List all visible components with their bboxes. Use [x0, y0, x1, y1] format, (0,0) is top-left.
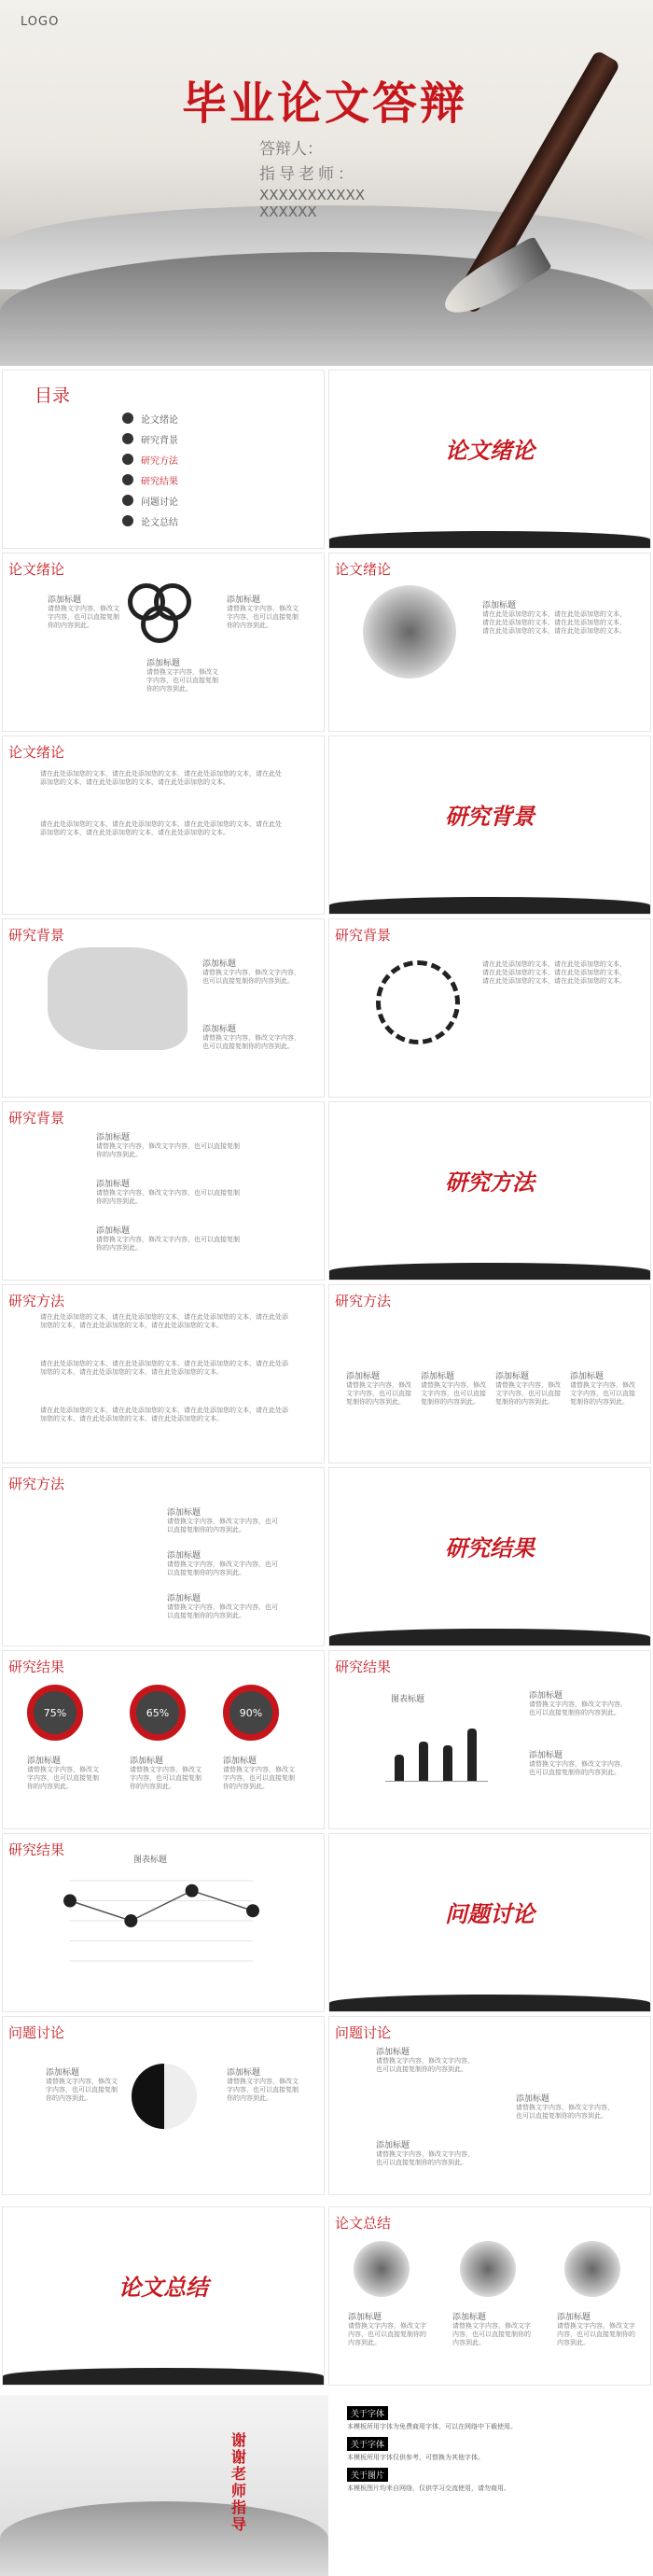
percent-ring: 90%: [223, 1685, 279, 1741]
heading-text: 添加标题: [96, 1226, 131, 1236]
note-text: 本模板所用字体仅供参考，可替换为其他字体。: [347, 2454, 484, 2461]
heading-text: 添加标题: [227, 595, 261, 605]
section-title: 问题讨论: [445, 1900, 535, 1927]
defender-label: 答辩人：: [259, 140, 323, 159]
chart-title: 图表标题: [133, 1855, 168, 1865]
body-text: 请替换文字内容，修改文字内容，也可以直接复制你的内容到此。: [27, 1766, 99, 1790]
ink-ground: [329, 897, 650, 914]
ink-ground: [329, 1263, 650, 1280]
heading-text: 添加标题: [348, 2313, 382, 2322]
body-text: 请替换文字内容，修改文字内容，也可以直接复制你的内容到此。: [167, 1561, 278, 1576]
result-slide-1: [2, 1650, 325, 1829]
toc-item[interactable]: 研究方法: [122, 449, 178, 469]
discussion-slide-2: [328, 2016, 651, 2195]
section-title: 研究方法: [445, 1169, 535, 1196]
method-slide-1: [2, 1284, 325, 1463]
background-slide-3: [2, 1101, 325, 1281]
mentor-label: 指导老师：: [259, 165, 357, 184]
notes-slide: [328, 2395, 653, 2576]
slide-label: 问题讨论: [335, 2024, 392, 2041]
heading-text: 添加标题: [452, 2313, 487, 2322]
body-text: 请在此处添加您的文本，请在此处添加您的文本，请在此处添加您的文本，请在此处添加您的文本，请在此处添加您的文本，请在此处添加您的文本。: [40, 820, 282, 836]
body-text: 请在此处添加您的文本，请在此处添加您的文本，请在此处添加您的文本，请在此处添加您的文本，请在此处添加您的文本，请在此处添加您的文本。: [482, 960, 626, 985]
intro-slide-3: [2, 735, 325, 915]
percent-ring: 65%: [130, 1685, 186, 1741]
body-text: 请替换文字内容，修改文字内容，也可以直接复制你的内容到此。: [529, 1760, 627, 1776]
heading-text: 添加标题: [202, 959, 237, 969]
chart-bar: [467, 1729, 477, 1781]
note-tag: 关于字体: [347, 2406, 388, 2420]
body-text: 请替换文字内容，修改文字内容，也可以直接复制你的内容到此。: [570, 1381, 635, 1406]
chart-bar: [395, 1755, 404, 1781]
dot-icon: [122, 474, 133, 485]
heading-text: 添加标题: [227, 2068, 261, 2078]
heading-text: 添加标题: [130, 1757, 164, 1766]
heading-text: 添加标题: [223, 1757, 257, 1766]
note-text: 本模板图片均来自网络，仅供学习交流使用，请勿商用。: [347, 2485, 510, 2492]
body-text: 请替换文字内容，修改文字内容，也可以直接复制你的内容到此。: [167, 1518, 278, 1533]
ink-ground: [3, 2368, 324, 2385]
slide-label: 研究背景: [335, 927, 392, 944]
heading-text: 添加标题: [557, 2313, 591, 2322]
heading-text: 添加标题: [421, 1372, 455, 1381]
slide-label: 论文绪论: [8, 561, 65, 578]
result-slide-3: [2, 1833, 325, 2012]
body-text: 请替换文字内容，修改文字内容，也可以直接复制你的内容到此。: [452, 2322, 531, 2346]
section-slide-discussion: [328, 1833, 651, 2012]
yin-yang-icon: [132, 2064, 197, 2129]
data-point: [124, 1914, 137, 1927]
dot-icon: [122, 495, 133, 506]
mountain-shape: [0, 252, 653, 366]
slide-label: 论文绪论: [8, 744, 65, 761]
data-point: [186, 1884, 199, 1897]
body-text: 请替换文字内容，修改文字内容，也可以直接复制你的内容到此。: [529, 1701, 627, 1716]
toc-list: [122, 408, 178, 531]
slide-label: 论文绪论: [335, 561, 392, 578]
heading-text: 添加标题: [516, 2094, 550, 2104]
percent-ring: 75%: [27, 1685, 83, 1741]
ink-ground: [329, 1995, 650, 2011]
discussion-slide-1: [2, 2016, 325, 2195]
heading-text: 添加标题: [376, 2048, 410, 2057]
intro-slide-2: [328, 553, 651, 732]
toc-item[interactable]: 问题讨论: [122, 490, 178, 511]
heading-text: 添加标题: [482, 601, 517, 610]
intro-slide-1: [2, 553, 325, 732]
heading-text: 添加标题: [495, 1372, 530, 1381]
dot-icon: [122, 433, 133, 444]
body-text: 请替换文字内容，修改文字内容，也可以直接复制你的内容到此。: [495, 1381, 561, 1406]
section-title: 研究结果: [445, 1534, 535, 1561]
body-text: 请在此处添加您的文本，请在此处添加您的文本，请在此处添加您的文本，请在此处添加您的文本，请在此处添加您的文本，请在此处添加您的文本。: [40, 1360, 288, 1376]
heading-text: 添加标题: [46, 2068, 80, 2078]
series-line: [70, 1891, 253, 1921]
circle-ring-icon: [376, 960, 460, 1044]
body-text: 请替换文字内容，修改文字内容，也可以直接复制你的内容到此。: [202, 1034, 300, 1050]
body-text: 请替换文字内容，修改文字内容，也可以直接复制你的内容到此。: [202, 969, 300, 985]
landscape-circle-image: [564, 2241, 620, 2297]
background-slide-1: [2, 918, 325, 1098]
body-text: 请替换文字内容，修改文字内容，也可以直接复制你的内容到此。: [146, 668, 218, 693]
cover-title: 毕业论文答辩: [182, 77, 468, 130]
section-slide-result: [328, 1467, 651, 1646]
heading-text: 添加标题: [96, 1180, 131, 1189]
heading-text: 添加标题: [96, 1133, 131, 1142]
body-text: 请替换文字内容，修改文字内容，也可以直接复制你的内容到此。: [130, 1766, 201, 1790]
toc-item[interactable]: 研究背景: [122, 428, 178, 449]
heading-text: 添加标题: [529, 1751, 563, 1760]
dot-icon: [122, 515, 133, 526]
section-slide-summary: [2, 2206, 325, 2386]
body-text: 请替换文字内容，修改文字内容，也可以直接复制你的内容到此。: [516, 2104, 614, 2120]
chart-bar: [443, 1745, 452, 1782]
slide-label: 研究结果: [8, 1659, 65, 1675]
body-text: 请替换文字内容，修改文字内容，也可以直接复制你的内容到此。: [227, 2078, 299, 2102]
body-text: 请替换文字内容，修改文字内容，也可以直接复制你的内容到此。: [96, 1236, 240, 1252]
body-text: 请替换文字内容，修改文字内容，也可以直接复制你的内容到此。: [421, 1381, 486, 1406]
note-tag: 关于图片: [347, 2468, 388, 2482]
thanks-text: 谢谢老师指导: [231, 2431, 247, 2533]
heading-text: 添加标题: [529, 1691, 563, 1701]
body-text: 请替换文字内容，修改文字内容，也可以直接复制你的内容到此。: [46, 2078, 118, 2102]
toc-item[interactable]: 论文总结: [122, 511, 178, 531]
note-tag: 关于字体: [347, 2437, 388, 2451]
summary-slide: [328, 2206, 651, 2386]
slide-label: 研究结果: [335, 1659, 392, 1675]
body-text: 请替换文字内容，修改文字内容，也可以直接复制你的内容到此。: [557, 2322, 635, 2346]
mountain-shape: [0, 2501, 328, 2576]
landscape-circle-image: [354, 2241, 410, 2297]
note-text: 本模板所用字体为免费商用字体，可以在网络中下载使用。: [347, 2423, 517, 2430]
circle-ring-icon: [141, 606, 178, 643]
section-title: 论文绪论: [445, 437, 535, 464]
section-title: 论文总结: [118, 2274, 208, 2301]
body-text: 请在此处添加您的文本，请在此处添加您的文本，请在此处添加您的文本，请在此处添加您的文本，请在此处添加您的文本，请在此处添加您的文本。: [40, 1313, 288, 1329]
ink-ground: [329, 531, 650, 548]
body-text: 请替换文字内容，修改文字内容，也可以直接复制你的内容到此。: [348, 2322, 426, 2346]
background-slide-2: [328, 918, 651, 1098]
toc-item[interactable]: 研究结果: [122, 469, 178, 490]
slide-label: 研究方法: [8, 1476, 65, 1492]
slide-label: 论文总结: [335, 2215, 392, 2232]
section-slide-intro: [328, 370, 651, 549]
chart-bar: [419, 1742, 428, 1781]
section-title: 研究背景: [445, 803, 535, 830]
section-slide-background: [328, 735, 651, 915]
heading-text: 添加标题: [167, 1551, 201, 1561]
heading-text: 添加标题: [167, 1594, 201, 1603]
body-text: 请在此处添加您的文本，请在此处添加您的文本，请在此处添加您的文本，请在此处添加您的文本，请在此处添加您的文本，请在此处添加您的文本。: [40, 770, 282, 786]
toc-slide: [2, 370, 325, 549]
slide-label: 研究方法: [8, 1293, 65, 1309]
body-text: 请在此处添加您的文本，请在此处添加您的文本，请在此处添加您的文本，请在此处添加您的文本，请在此处添加您的文本，请在此处添加您的文本。: [40, 1407, 288, 1422]
ending-slide: [0, 2395, 328, 2576]
china-map-image: [48, 947, 188, 1050]
heading-text: 添加标题: [346, 1372, 381, 1381]
toc-title: 目录: [35, 385, 71, 406]
dot-icon: [122, 413, 133, 424]
bar-chart: [385, 1716, 488, 1782]
section-slide-method: [328, 1101, 651, 1281]
logo-text: LOGO: [21, 15, 60, 29]
data-point: [63, 1895, 76, 1908]
slide-label: 问题讨论: [8, 2024, 65, 2041]
body-text: 请替换文字内容，修改文字内容，也可以直接复制你的内容到此。: [376, 2150, 474, 2166]
body-text: 请替换文字内容，修改文字内容，也可以直接复制你的内容到此。: [96, 1142, 240, 1158]
heading-text: 添加标题: [376, 2141, 410, 2150]
heading-text: 添加标题: [167, 1508, 201, 1518]
landscape-circle-image: [363, 585, 456, 679]
method-slide-3: [2, 1467, 325, 1646]
body-text: 请替换文字内容，修改文字内容，也可以直接复制你的内容到此。: [167, 1603, 278, 1619]
body-text: 请替换文字内容，修改文字内容，也可以直接复制你的内容到此。: [48, 605, 119, 629]
heading-text: 添加标题: [146, 659, 181, 668]
body-text: 请替换文字内容，修改文字内容，也可以直接复制你的内容到此。: [376, 2057, 474, 2073]
body-text: 请替换文字内容，修改文字内容，也可以直接复制你的内容到此。: [96, 1189, 240, 1205]
toc-item[interactable]: 论文绪论: [122, 408, 178, 428]
line-chart: [59, 1869, 264, 1972]
method-slide-2: [328, 1284, 651, 1463]
cover-names: XXXXXXXXXXX XXXXXX: [259, 187, 366, 220]
heading-text: 添加标题: [27, 1757, 62, 1766]
slide-label: 研究背景: [8, 927, 65, 944]
cover-slide: [0, 0, 653, 366]
slide-label: 研究方法: [335, 1293, 392, 1309]
heading-text: 添加标题: [48, 595, 82, 605]
slide-label: 研究结果: [8, 1841, 65, 1858]
dot-icon: [122, 454, 133, 465]
chart-title: 图表标题: [391, 1695, 425, 1704]
body-text: 请替换文字内容，修改文字内容，也可以直接复制你的内容到此。: [227, 605, 299, 629]
heading-text: 添加标题: [570, 1372, 604, 1381]
slide-label: 研究背景: [8, 1110, 65, 1127]
body-text: 请在此处添加您的文本，请在此处添加您的文本，请在此处添加您的文本，请在此处添加您的文本，请在此处添加您的文本，请在此处添加您的文本。: [482, 610, 626, 635]
ink-ground: [329, 1629, 650, 1645]
data-point: [246, 1904, 259, 1917]
body-text: 请替换文字内容，修改文字内容，也可以直接复制你的内容到此。: [346, 1381, 411, 1406]
body-text: 请替换文字内容，修改文字内容，也可以直接复制你的内容到此。: [223, 1766, 295, 1790]
heading-text: 添加标题: [202, 1025, 237, 1034]
result-slide-2: [328, 1650, 651, 1829]
landscape-circle-image: [460, 2241, 516, 2297]
